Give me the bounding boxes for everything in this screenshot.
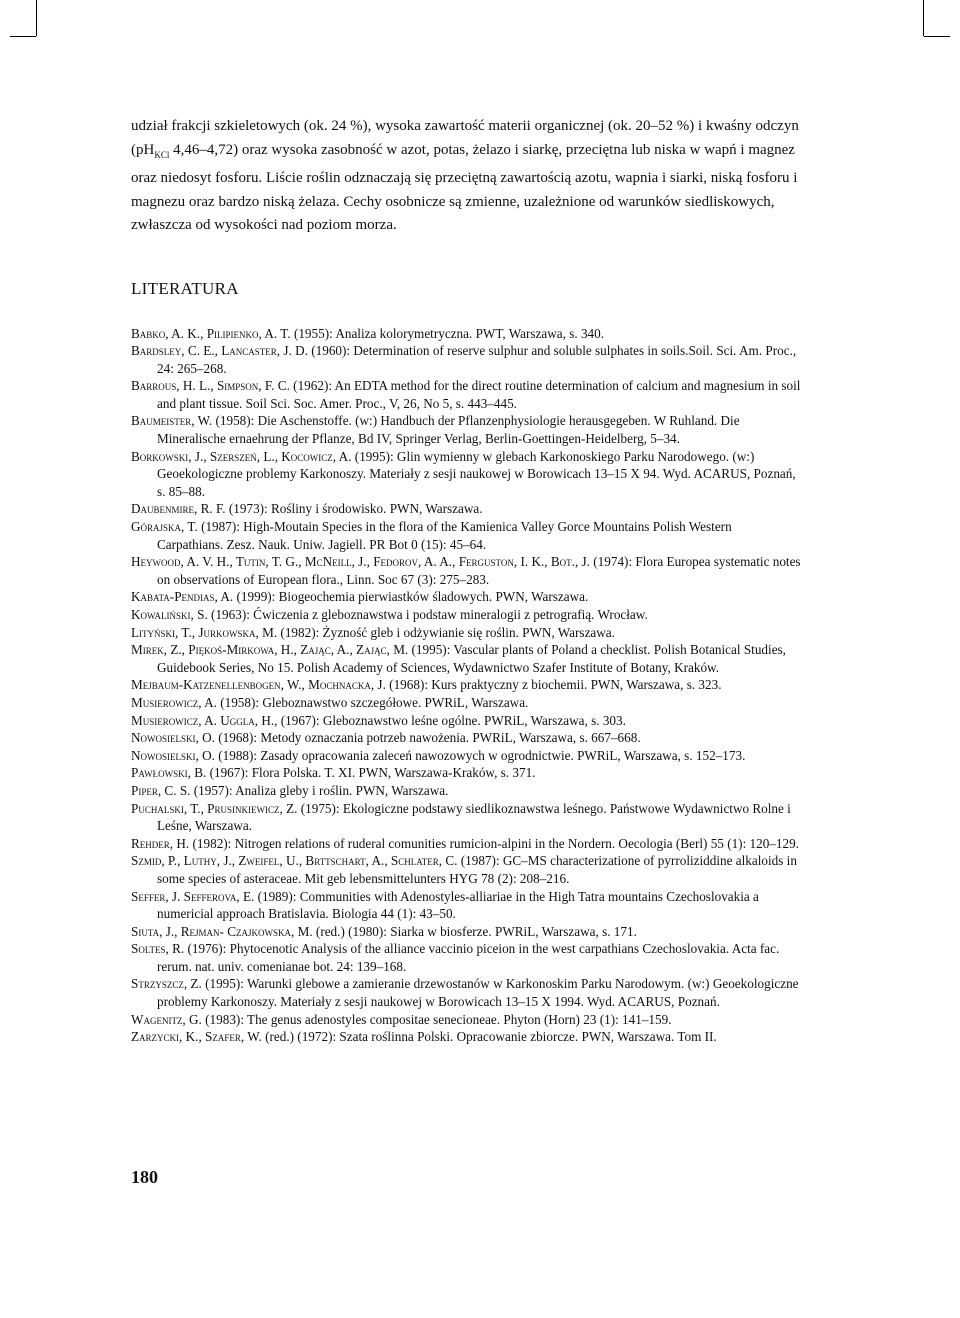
reference-authors: Nowosielski, O. [131,730,215,746]
reference-text: (1982): Żyzność gleb i odżywianie się roślin. PWN, Warszawa. [277,624,615,640]
reference-authors: Bardsley, C. E., Lancaster, J. D. [131,343,308,359]
reference-item [131,975,801,1010]
reference-item [131,923,801,941]
reference-authors: Puchalski, T., Prusinkiewicz, Z. [131,800,298,816]
intro-text-part2: 4,46–4,72) oraz wysoka zasobność w azot, potas, żelazo i siarkę, przeciętna lub niska w wapń i magnez oraz niedosyt fosforu. Liście roślin odznaczają się przeciętną zawartością azotu, wapnia i siarki, niską fosforu i magnezu oraz bardzo niską żelaza. Cechy osobnicze są zmienne, uzależnione od warunków siedliskowych, zwłaszcza od wysokości nad poziom morza. [131,141,798,233]
reference-item [131,412,801,447]
reference-text: (1957): Analiza gleby i roślin. PWN, Warszawa. [190,782,449,798]
reference-authors: Soltes, R. [131,941,185,957]
reference-text: (1987): High-Moutain Species in the flora of the Kamienica Valley Gorce Mountains Polish Western Carpathians. Zesz. Nauk. Uniw. Jagiell. PR Bot 0 (15): 45–64. [157,519,732,552]
reference-item [131,325,801,343]
crop-mark-left-horizontal [10,36,36,37]
reference-authors: Strzyszcz, Z. [131,976,202,992]
reference-item [131,553,801,588]
crop-mark-right-horizontal [924,36,950,37]
crop-mark-right-vertical [923,0,924,36]
reference-authors: Siuta, J., Rejman- Czajkowska, M. [131,923,313,939]
intro-subscript: KCl [154,149,170,160]
reference-text: (1995): Warunki glebowe a zamieranie drzewostanów w Karkonoskim Parku Narodowym. (w:) Geoekologiczne problemy Karkonoszy. Materiały z sesji naukowej w Borowicach 13–15 X 1994. Wyd. ACARUS, Poznań. [157,976,799,1010]
reference-item [131,747,801,765]
reference-item [131,729,801,747]
page-number: 180 [131,1167,158,1187]
reference-text: (red.) (1972): Szata roślinna Polski. Opracowanie zbiorcze. PWN, Warszawa. Tom II. [261,1029,717,1045]
reference-item [131,641,801,676]
reference-authors: Babko, A. K., Pilipienko, A. T. [131,325,291,341]
reference-authors: Heywood, A. V. H., Tutin, T. G., McNeill, J., Fedorov, A. A., Ferguston, I. K., Bot., J. [131,554,590,570]
reference-text: (1968): Metody oznaczania potrzeb nawożenia. PWRiL, Warszawa, s. 667–668. [214,730,641,746]
reference-item [131,624,801,642]
reference-text: (1982): Nitrogen relations of ruderal comunities rumicion-alpini in the Nordern. Oecologia (Berl) 55 (1): 120–129. [189,835,799,851]
page-content [131,115,801,1046]
reference-authors: Barrous, H. L., Simpson, F. C. [131,378,290,394]
reference-authors: Kowaliński, S. [131,607,208,622]
reference-authors: Pawłowski, B. [131,765,207,781]
reference-authors: Kabata-Pendias, A. [131,589,234,605]
reference-item [131,694,801,712]
reference-authors: Piper, C. S. [131,782,191,798]
reference-item [131,606,801,624]
reference-item [131,1011,801,1029]
reference-text: (1989): Communities with Adenostyles-alliariae in the High Tatra mountains Czechoslovakia a numericial approach Bratislavia. Biologia 44 (1): 43–50. [157,888,759,922]
reference-item [131,518,801,553]
reference-item [131,448,801,501]
reference-authors: Musierowicz, A. [131,694,217,710]
reference-text: (1988): Zasady opracowania zaleceń nawozowych w ogrodnictwie. PWRiL, Warszawa, s. 152–173. [214,747,746,763]
reference-authors: Zarzycki, K., Szafer, W. [131,1029,262,1045]
reference-text: (1975): Ekologiczne podstawy siedlikoznawstwa leśnego. Państwowe Wydawnictwo Rolne i Leśne, Warszawa. [157,800,791,834]
reference-item [131,888,801,923]
reference-item [131,342,801,377]
reference-authors: Mirek, Z., Piękoś-Mirkowa, H., Zając, A., Zając, M. [131,642,409,658]
reference-authors: Mejbaum-Katzenellenbogen, W., Mochnacka, J. [131,677,386,693]
reference-item [131,852,801,887]
reference-authors: Nowosielski, O. [131,747,215,763]
reference-text: (1976): Phytocenotic Analysis of the alliance vaccinio piceion in the west carpathians Czechoslovakia. Acta fac. rerum. nat. univ. comenianae bot. 24: 139–168. [157,941,780,974]
reference-authors: Daubenmire, R. F. [131,501,226,517]
reference-item [131,940,801,975]
reference-text: (1983): The genus adenostyles compositae senecioneae. Phyton (Horn) 23 (1): 141–159. [201,1011,672,1027]
reference-authors: Wagenitz, G. [131,1011,202,1027]
reference-text: (1999): Biogeochemia pierwiastków śladowych. PWN, Warszawa. [233,589,589,605]
reference-item [131,676,801,694]
reference-text: (1955): Analiza kolorymetryczna. PWT, Warszawa, s. 340. [290,325,605,341]
reference-text: (1987): GC–MS characterizatione of pyrroliziddine alkaloids in some species of asteraceae. Mit geb lebensmittelunters HYG 78 (2): 208–216. [157,853,797,886]
reference-authors: Baumeister, W. [131,413,213,429]
reference-item [131,835,801,853]
reference-text: (1995): Glin wymienny w glebach Karkonoskiego Parku Narodowego. (w:) Geoekologiczne problemy Karkonoszy. Materiały z sesji naukowej w Borowicach 13–15 X 94. Wyd. ACARUS, Poznań, s. 85–88. [157,448,796,499]
reference-authors: Szmid, P., Luthy, J., Zweifel, U., Brttschart, A., Schlater, C. [131,853,458,869]
reference-text: (red.) (1980): Siarka w biosferze. PWRiL, Warszawa, s. 171. [312,923,637,939]
reference-item [131,712,801,730]
reference-text: (1963): Ćwiczenia z gleboznawstwa i podstaw mineralogii z petrografią. Wrocław. [207,607,648,622]
reference-authors: Musierowicz, A. Uggla, H. [131,712,275,728]
reference-text: (1958): Die Aschenstoffe. (w:) Handbuch der Pflanzenphysiologie herausgegeben. W Ruhland. Die Mineralische ernaehrung der Pflanze, Bd IV, Springer Verlag, Berlin-Goettingen-Heidelberg, 5–34. [157,413,740,447]
reference-list [131,325,801,1046]
crop-mark-left-vertical [36,0,37,36]
reference-text: (1995): Vascular plants of Poland a checklist. Polish Botanical Studies, Guidebook Series, No 15. Polish Academy of Sciences, Wydawnictwo Szafer Institute of Botany, Kraków. [157,642,786,675]
reference-item [131,782,801,800]
reference-authors: Rehder, H. [131,835,190,851]
reference-text: (1974): Flora Europea systematic notes on observations of European flora., Linn. Soc 67 (3): 275–283. [157,554,801,587]
reference-item [131,588,801,606]
reference-authors: Borkowski, J., Szerszeń, L., Kocowicz, A. [131,448,352,464]
reference-text: , (1967): Gleboznawstwo leśne ogólne. PWRiL, Warszawa, s. 303. [274,712,626,728]
reference-item [131,500,801,518]
reference-item [131,377,801,412]
reference-authors: Lityński, T., Jurkowska, M. [131,624,278,640]
reference-item [131,800,801,835]
reference-text: (1962): An EDTA method for the direct routine determination of calcium and magnesium in soil and plant tissue. Soil Sci. Soc. Amer. Proc., V, 26, No 5, s. 443–445. [157,378,801,411]
reference-authors: Górajska, T. [131,519,198,535]
section-heading: LITERATURA [131,278,239,298]
reference-item [131,1028,801,1046]
reference-authors: Seffer, J. Sefferova, E. [131,888,255,904]
reference-text: (1967): Flora Polska. T. XI. PWN, Warszawa-Kraków, s. 371. [206,765,536,781]
reference-text: (1973): Rośliny i środowisko. PWN, Warszawa. [225,501,483,517]
reference-text: (1958): Gleboznawstwo szczegółowe. PWRiL, Warszawa. [216,694,529,710]
intro-paragraph [131,115,801,238]
reference-text: (1968): Kurs praktyczny z biochemii. PWN, Warszawa, s. 323. [385,677,722,693]
reference-item [131,764,801,782]
reference-text: (1960): Determination of reserve sulphur and soluble sulphates in soils.Soil. Sci. Am. Proc., 24: 265–268. [157,343,797,376]
intro-text-part1: udział frakcji szkieletowych (ok. 24 %), wysoka zawartość materii organicznej (ok. 20–52 %) i kwaśny odczyn (pH [131,118,799,158]
